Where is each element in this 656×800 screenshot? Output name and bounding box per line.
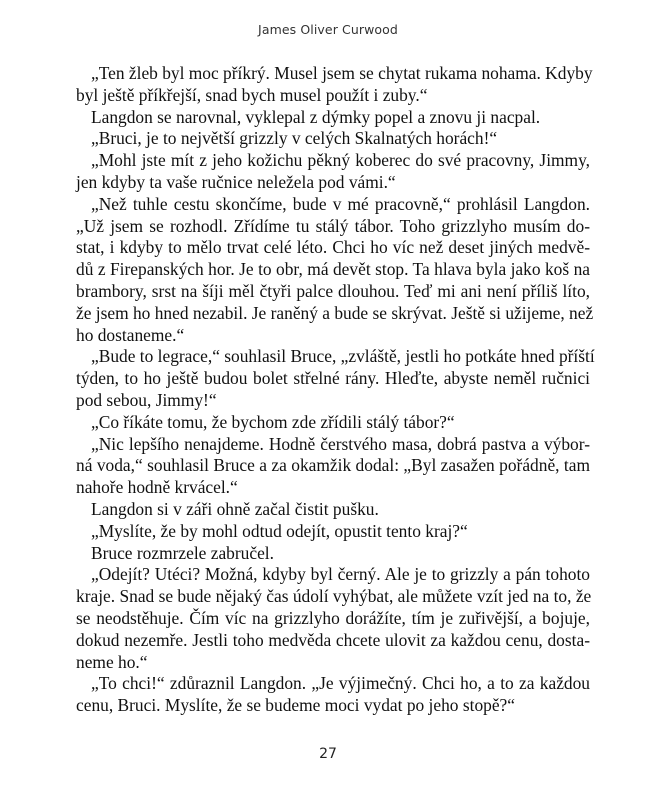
paragraph (76, 564, 590, 673)
text-line: týden, to ho ještě budou bolet střelné rány. Hleďte, abyste neměl ručnici (76, 368, 590, 389)
text-line: se neodstěhuje. Čím víc na grizzlyho dorážíte, tím je zuřivější, a bojuje, (76, 607, 590, 628)
text-line: ná voda,“ souhlasil Bruce a za okamžik dodal: „Byl zasažen pořádně, tam (76, 455, 590, 476)
text-line: „Mohl jste mít z jeho kožichu pěkný koberec do své pracovny, Jimmy, (91, 150, 590, 171)
paragraph (76, 346, 595, 411)
paragraph (76, 434, 590, 499)
text-line: stat, i kdyby to mělo trvat celé léto. Chci ho víc než deset jiných medvě- (76, 237, 590, 258)
text-line: „Bude to legrace,“ souhlasil Bruce, „zvláště, jestli ho potkáte hned příští (91, 346, 595, 367)
paragraph (76, 412, 590, 434)
text-line: ho dostaneme.“ (76, 324, 185, 345)
paragraph (76, 107, 590, 129)
paragraph (76, 673, 590, 717)
page-number: 27 (319, 746, 337, 762)
text-line: Langdon se narovnal, vyklepal z dýmky popel a znovu ji nacpal. (91, 106, 541, 127)
text-line: nahoře hodně krvácel.“ (76, 477, 238, 498)
text-line: „Už jsem se rozhodl. Zřídíme tu stálý tábor. Toho grizzlyho musím do- (76, 215, 590, 236)
text-line: „To chci!“ zdůraznil Langdon. „Je výjimečný. Chci ho, a to za každou (91, 673, 590, 694)
text-line: dů z Firepanských hor. Je to obr, má devět stop. Ta hlava byla jako koš na (76, 259, 590, 280)
text-line: „Ten žleb byl moc příkrý. Musel jsem se chytat rukama nohama. Kdyby (91, 63, 593, 83)
text-line: byl ještě příkřejší, snad bych musel použít i zuby.“ (76, 84, 428, 105)
text-line: Langdon si v záři ohně začal čistit pušku. (91, 498, 379, 519)
paragraph (76, 499, 590, 521)
text-line: „Co říkáte tomu, že bychom zde zřídili stálý tábor?“ (91, 411, 455, 432)
paragraph (76, 150, 590, 194)
text-line: „Bruci, je to největší grizzly v celých Skalnatých horách!“ (91, 128, 498, 149)
paragraph (76, 128, 590, 150)
text-line: „Nic lepšího nenajdeme. Hodně čerstvého masa, dobrá pastva a výbor- (91, 433, 590, 454)
paragraph (76, 521, 590, 543)
text-line: že jsem ho hned nezabil. Je raněný a bude se skrývat. Ještě si užijeme, než (76, 302, 594, 323)
text-line: neme ho.“ (76, 651, 148, 672)
text-line: „Odejít? Utéci? Možná, kdyby byl černý. Ale je to grizzly a pán tohoto (91, 564, 590, 585)
text-line: Bruce rozmrzele zabručel. (91, 542, 274, 563)
running-head-author: James Oliver Curwood (258, 22, 398, 37)
text-line: brambory, srst na šíji měl čtyři palce dlouhou. Teď mi ani není příliš líto, (76, 280, 590, 301)
text-line: pod sebou, Jimmy!“ (76, 389, 217, 410)
paragraph (76, 193, 594, 347)
text-line: „Než tuhle cestu skončíme, bude v mé pracovně,“ prohlásil Langdon. (91, 193, 590, 214)
text-line: cenu, Bruci. Myslíte, že se budeme moci vydat po jeho stopě?“ (76, 695, 515, 716)
paragraph (76, 543, 590, 565)
body-text (76, 63, 595, 717)
text-line: „Myslíte, že by mohl odtud odejít, opustit tento kraj?“ (91, 520, 468, 541)
text-line: kraje. Snad se bude nějaký čas údolí vyhýbat, ale můžete vzít jed na to, že (76, 586, 592, 607)
text-line: dokud nezemře. Jestli toho medvěda chcete ulovit za každou cenu, dosta- (76, 629, 590, 650)
paragraph (76, 63, 593, 107)
text-line: jen kdyby ta vaše ručnice neležela pod vámi.“ (76, 171, 396, 192)
